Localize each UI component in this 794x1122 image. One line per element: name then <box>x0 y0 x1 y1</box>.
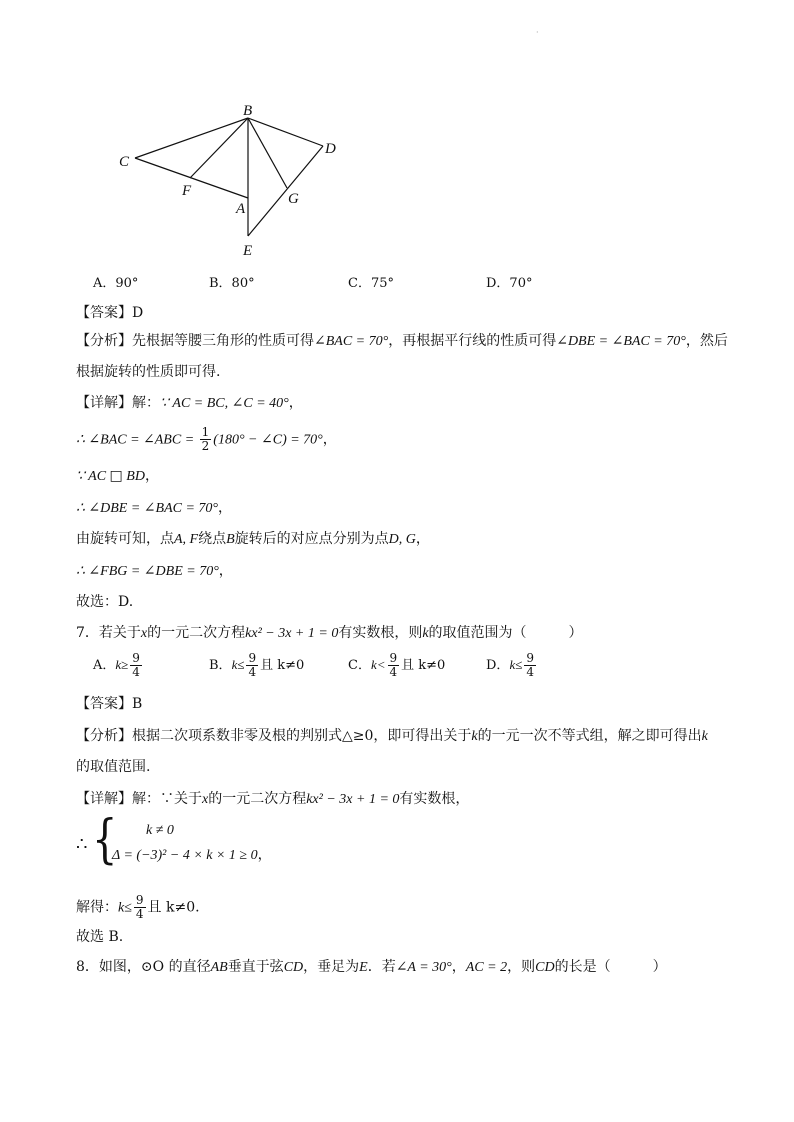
q7-analysis-line1 <box>76 726 708 747</box>
text: 由旋转可知，点 <box>76 531 174 547</box>
math: A, F <box>174 532 199 547</box>
math: ∵ AC <box>76 469 110 484</box>
q6-detail-line4 <box>76 498 232 519</box>
segment-DE <box>248 146 323 236</box>
q6-option-d: D．70° <box>486 276 533 291</box>
math: ∴ ∠FBG = ∠DBE = 70° <box>76 564 219 579</box>
text: 的取值范围为（ ） <box>428 625 583 641</box>
text: 有实数根，则 <box>338 625 423 641</box>
label-F: F <box>182 183 192 199</box>
q7-system-line1: k ≠ 0 <box>146 823 174 838</box>
text: ，则 <box>507 959 536 975</box>
therefore-symbol: ∴ <box>76 834 88 855</box>
q7-option-c <box>348 652 445 679</box>
text: ， <box>322 431 337 448</box>
geometry-figure <box>110 100 350 260</box>
option-label: A． <box>93 658 116 673</box>
math: B <box>226 532 235 547</box>
denominator: 4 <box>248 665 257 679</box>
q6-detail-line2 <box>76 426 337 453</box>
text: ．若 <box>367 959 396 975</box>
text: 解得： <box>76 899 118 916</box>
math: ∵ AC = BC, ∠C = 40° <box>160 396 289 411</box>
q6-option-a: A．90° <box>93 276 139 291</box>
denominator: 4 <box>389 665 398 679</box>
page-mark: · <box>536 28 539 37</box>
text: ，再根据平行线的性质可得 <box>388 333 557 349</box>
label-A: A <box>236 201 246 217</box>
q6-choose: 故选：D. <box>76 594 134 610</box>
math: BD <box>122 469 145 484</box>
text: 绕点 <box>198 531 227 547</box>
math: k <box>422 626 429 641</box>
text: ， <box>451 959 466 975</box>
text: 的一元一次不等式组，解之即可得出 <box>477 728 702 744</box>
math: k< <box>370 657 386 672</box>
denominator: 4 <box>132 665 140 679</box>
q6-option-c: C．75° <box>348 276 394 291</box>
text: 且 k≠0 <box>260 658 305 673</box>
segment-CA <box>135 158 248 198</box>
fraction <box>246 652 258 679</box>
math: AB <box>210 960 228 975</box>
text: 【分析】根据二次项系数非零及根的判别式△≥0，即可得出关于 <box>76 728 472 744</box>
q7-solve <box>76 894 200 921</box>
text: 有实数根， <box>399 791 470 807</box>
missing-glyph-box: □ <box>109 468 123 484</box>
q7-option-d <box>486 652 538 679</box>
segment-BC <box>135 118 248 158</box>
math: k≤ <box>509 657 523 672</box>
q6-analysis-line1 <box>76 331 728 352</box>
q7-choose: 故选 B. <box>76 929 124 945</box>
math: kx² − 3x + 1 = 0 <box>306 792 400 807</box>
segment-BD <box>248 118 323 146</box>
numerator: 1 <box>201 425 210 439</box>
label-C: C <box>119 154 130 170</box>
text: 的一元二次方程 <box>147 625 246 641</box>
numerator: 9 <box>132 651 140 665</box>
math: Δ = (−3)² − 4 × k × 1 ≥ 0 <box>112 848 258 863</box>
q8-stem <box>76 957 667 978</box>
q6-detail-line5 <box>76 529 430 550</box>
q7-option-a <box>93 652 144 679</box>
text: 【详解】解： <box>76 395 160 411</box>
q6-option-b: B．80° <box>209 276 255 291</box>
fraction <box>134 894 146 921</box>
math: ∠DBE = ∠BAC = 70° <box>556 334 686 349</box>
fraction <box>388 652 400 679</box>
math: k≤ <box>231 657 245 672</box>
numerator: 9 <box>526 651 534 665</box>
label-G: G <box>288 191 299 207</box>
denominator: 2 <box>201 439 210 453</box>
math: AC = 2 <box>465 960 508 975</box>
q6-answer: 【答案】D <box>76 305 144 321</box>
text: 垂直于弦 <box>227 959 284 975</box>
denominator: 4 <box>135 907 144 921</box>
q7-detail-line1 <box>76 789 469 810</box>
text: ， <box>415 531 430 547</box>
math: ∠BAC = 70° <box>314 334 389 349</box>
math: k <box>471 729 478 744</box>
q6-detail-line1 <box>76 393 303 414</box>
option-label: C． <box>348 658 371 673</box>
text: 的长是（ ） <box>554 959 667 975</box>
math: CD <box>535 960 555 975</box>
text: 且 k≠0 <box>401 658 446 673</box>
math: (180° − ∠C) = 70° <box>213 432 323 448</box>
segment-BF <box>190 118 248 178</box>
math: ∠A = 30° <box>395 960 452 975</box>
label-E: E <box>243 243 253 259</box>
denominator: 4 <box>526 665 534 679</box>
numerator: 9 <box>135 893 144 907</box>
q7-system-line2 <box>112 845 272 866</box>
math: D, G <box>388 532 416 547</box>
q6-detail-line3 <box>76 466 159 487</box>
text: ， <box>144 468 159 484</box>
text: ， <box>288 395 303 411</box>
text: ， <box>218 563 233 579</box>
label-D: D <box>325 141 336 157</box>
text: 旋转后的对应点分别为点 <box>234 531 389 547</box>
numerator: 9 <box>389 651 398 665</box>
fraction <box>524 652 536 679</box>
fraction-half <box>200 426 212 453</box>
q6-analysis-line2: 根据旋转的性质即可得. <box>76 364 221 380</box>
math: kx² − 3x + 1 = 0 <box>245 626 339 641</box>
left-brace: { <box>92 810 118 870</box>
q7-option-b <box>209 652 304 679</box>
option-label: D． <box>486 658 510 673</box>
math: x <box>140 626 148 641</box>
math: k≤ <box>118 900 132 916</box>
math: ∴ ∠DBE = ∠BAC = 70° <box>76 501 219 516</box>
text: 7．若关于 <box>76 625 141 641</box>
q7-analysis-line2: 的取值范围. <box>76 759 151 775</box>
numerator: 9 <box>248 651 257 665</box>
text: ，然后 <box>685 333 728 349</box>
math: k <box>701 729 708 744</box>
fraction <box>130 652 142 679</box>
text: 【详解】解：∵关于 <box>76 791 202 807</box>
q6-detail-line6 <box>76 561 233 582</box>
math: x <box>202 792 209 807</box>
text: 【分析】先根据等腰三角形的性质可得 <box>76 333 314 349</box>
q7-stem <box>76 623 583 644</box>
option-label: B． <box>209 658 232 673</box>
math: ∴ ∠BAC = ∠ABC = <box>76 432 198 448</box>
text: ， <box>218 500 233 516</box>
q7-answer: 【答案】B <box>76 696 143 712</box>
text: ， <box>257 847 272 863</box>
text: 的一元二次方程 <box>208 791 307 807</box>
math: CD <box>283 960 304 975</box>
math: k≥ <box>115 657 129 672</box>
segment-BG <box>248 118 287 188</box>
math: E <box>359 960 368 975</box>
text: 8．如图，⊙O 的直径 <box>76 959 211 975</box>
label-B: B <box>243 103 253 119</box>
text: 且 k≠0. <box>147 899 200 916</box>
text: ，垂足为 <box>303 959 360 975</box>
